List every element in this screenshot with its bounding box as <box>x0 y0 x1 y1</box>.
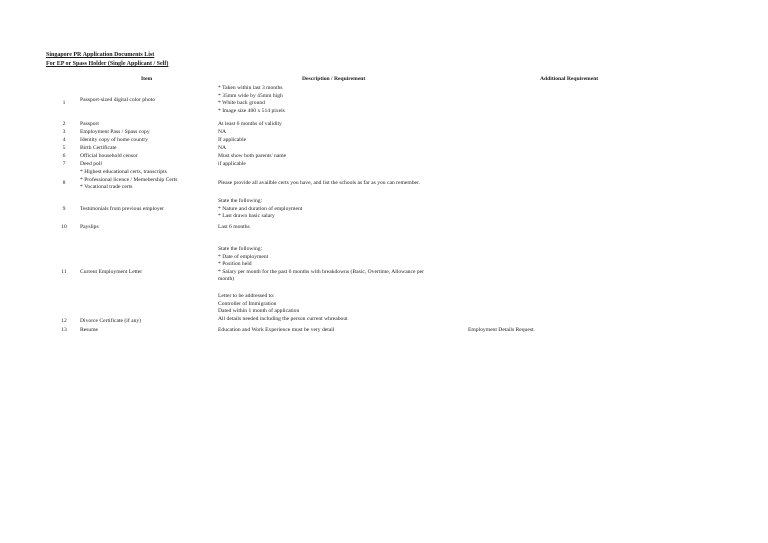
row-description <box>218 137 246 145</box>
row-number: 11 <box>61 269 67 275</box>
row-description <box>218 327 334 335</box>
row-item-line: Birth Certificate <box>80 144 117 151</box>
row-description <box>218 129 226 137</box>
row-item <box>80 318 141 326</box>
row-number: 6 <box>62 152 66 159</box>
row-description-line: * Image size 400 x 514 pixels <box>218 107 285 114</box>
row-number: 5 <box>62 144 66 151</box>
row-number: 10 <box>61 224 67 230</box>
row-description-line: Controller of Immigration <box>218 300 277 307</box>
row-number: 8 <box>62 180 66 186</box>
row-item-line: Testimonials from previous employer <box>80 206 164 212</box>
row-description <box>218 153 286 161</box>
row-number: 3 <box>62 128 66 135</box>
row-description-line: Letter to be addressed to: <box>218 293 275 299</box>
row-description-line: * Taken within last 3 months <box>218 85 283 91</box>
row-description-line: State the following: <box>218 246 263 252</box>
row-item <box>80 327 98 335</box>
row-item-line: Passport <box>80 120 99 127</box>
row-item-line: Current Employment Letter <box>80 269 143 275</box>
row-description-line: Please provide all availble certs you have, and list the schools as far as you can remember. <box>218 180 420 186</box>
row-description-line: Dated within 1 month of application <box>218 308 300 315</box>
row-item <box>80 121 99 129</box>
document-title-line-1: Singapore PR Application Documents List <box>46 52 155 58</box>
row-description-line: * Date of employment <box>218 253 269 260</box>
row-description-line: Must show both parents' name <box>218 152 287 159</box>
row-description-line: * White back ground <box>218 100 265 107</box>
row-item <box>80 129 150 137</box>
row-item-line: Resume <box>80 327 99 333</box>
row-item-line: Payslips <box>80 224 99 230</box>
row-description-line: Last 6 months <box>218 224 250 230</box>
row-description-line: If applicable <box>218 136 247 143</box>
row-description <box>218 198 302 221</box>
row-item-line: Employment Pass / Spass copy <box>80 128 150 135</box>
row-description-line: * Nature and duration of employment <box>218 205 303 212</box>
row-description-line: * 35mm wide by 45mm high <box>218 92 283 99</box>
row-description-line: if applicable <box>218 161 246 167</box>
row-description <box>218 121 282 129</box>
row-item <box>80 97 155 105</box>
row-item-line: Passport-sized digital color photo <box>80 96 156 103</box>
row-item-line: Divorce Certificate (if any) <box>80 318 142 324</box>
row-item <box>80 224 99 232</box>
row-description-line: month) <box>218 276 235 283</box>
row-description-line: NA <box>218 128 227 135</box>
row-description <box>218 85 285 115</box>
row-description-line: NA <box>218 144 227 151</box>
row-description-line: * Last drawn basic salary <box>218 213 275 220</box>
row-item-line: Deed poll <box>80 161 102 167</box>
row-item-line: * Highest educational certs, transcripts <box>80 169 167 175</box>
row-description-line: * Position held <box>218 261 252 268</box>
row-item <box>80 169 177 192</box>
row-item-line: * Vocational trade certs <box>80 184 133 191</box>
row-description <box>218 224 250 232</box>
row-number: 9 <box>62 206 66 212</box>
row-item-line: Identity copy of home country <box>80 136 149 143</box>
document-title-line-2: For EP or Spass Holder (Single Applicant / Self) <box>46 61 169 67</box>
header-additional: Additional Requirement <box>540 76 599 82</box>
header-item: Item <box>141 76 153 82</box>
row-item-line: * Professional licence / Memebership Certs <box>80 176 178 183</box>
row-number: 7 <box>62 161 66 167</box>
row-description-line: All details needed including the person current whreabout <box>218 315 348 322</box>
row-description-line: At least 6 months of validity <box>218 120 282 127</box>
row-item <box>80 269 142 277</box>
row-number: 13 <box>61 327 67 333</box>
row-additional: Employment Details Request. <box>468 327 535 333</box>
row-description <box>218 180 420 188</box>
row-description <box>218 246 424 284</box>
row-description <box>218 145 226 153</box>
row-description-line: * Salary per month for the past 6 months with breakdowns (Basic, Overtime, Allowance per <box>218 268 424 275</box>
row-number: 12 <box>61 318 67 324</box>
row-description-line: State the following: <box>218 198 263 204</box>
row-number: 4 <box>62 136 66 143</box>
row-item-line: Official household censor <box>80 152 138 159</box>
row-item <box>80 145 117 153</box>
row-description-line: Education and Work Experience must be very detail <box>218 327 335 333</box>
row-number: 2 <box>62 120 66 127</box>
row-description <box>218 161 246 169</box>
row-item <box>80 161 102 169</box>
row-item <box>80 137 148 145</box>
row-item <box>80 206 164 214</box>
row-description <box>218 293 348 323</box>
header-description: Description / Requirement <box>302 76 366 82</box>
row-number: 1 <box>62 100 66 106</box>
row-item <box>80 153 138 161</box>
